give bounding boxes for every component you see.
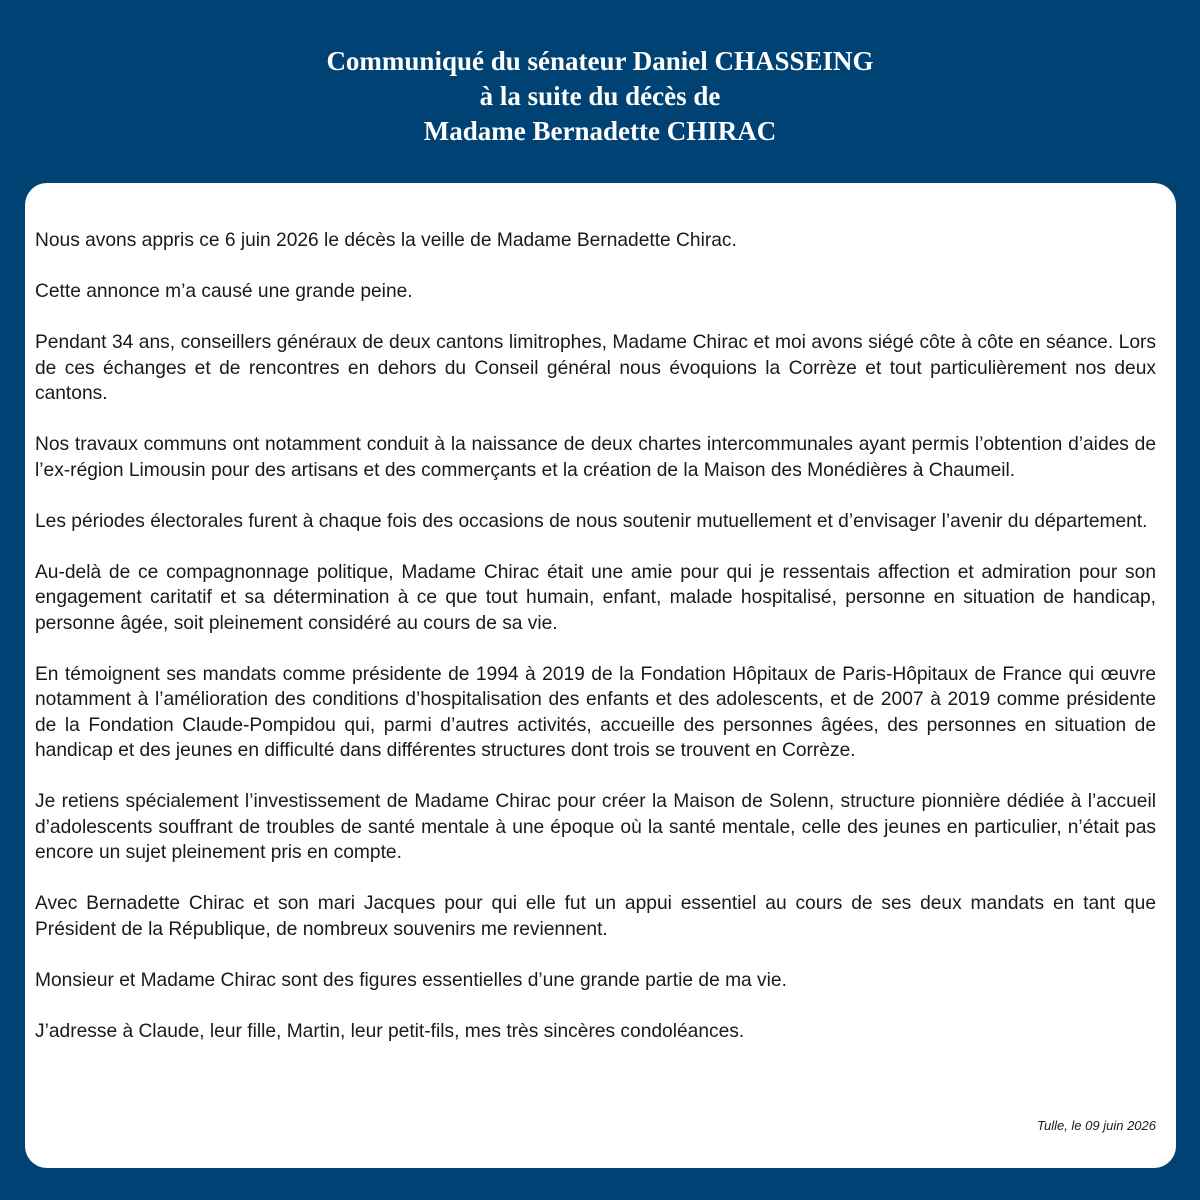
paragraph-2: Cette annonce m’a causé une grande peine. (35, 281, 413, 302)
paragraph-3: Pendant 34 ans, conseillers généraux de deux cantons limitrophes, Madame Chirac et moi avons siégé côte à côte en séance. Lors de ces échanges et de rencontres en dehors du Conseil général nous évoquions la Corrèze et tout particulièrement nos deux cantons. (35, 332, 1156, 404)
title-line-1: Communiqué du sénateur Daniel CHASSEING (326, 46, 874, 76)
paragraph-7: En témoignent ses mandats comme présidente de 1994 à 2019 de la Fondation Hôpitaux de Paris-Hôpitaux de France qui œuvre notamment à l’amélioration des conditions d’hospitalisation des enfants et des adolescents, et de 2007 à 2019 comme présidente de la Fondation Claude-Pompidou qui, parmi d’autres activités, accueille des personnes âgées, des personnes en situation de handicap et des jeunes en difficulté dans différentes structures dont trois se trouvent en Corrèze. (35, 663, 1156, 761)
title-line-3: Madame Bernadette CHIRAC (423, 116, 777, 146)
paragraph-5: Les périodes électorales furent à chaque fois des occasions de nous soutenir mutuellement et d’envisager l’avenir du département. (35, 510, 1148, 532)
paragraph-1: Nous avons appris ce 6 juin 2026 le décès la veille de Madame Bernadette Chirac. (35, 230, 737, 251)
paragraph-11: J’adresse à Claude, leur fille, Martin, leur petit-fils, mes très sincères condoléances. (35, 1020, 745, 1042)
paragraph-8: Je retiens spécialement l’investissement de Madame Chirac pour créer la Maison de Solenn, structure pionnière dédiée à l’accueil d’adolescents souffrant de troubles de santé mentale à une époque où la santé mentale, celle des jeunes en particulier, n’était pas encore un sujet pleinement pris en compte. (35, 791, 1156, 863)
statement-card (25, 183, 1176, 1168)
title-line-2: à la suite du décès de (479, 81, 721, 111)
paragraph-4: Nos travaux communs ont notamment conduit à la naissance de deux chartes intercommunales ayant permis l’obtention d’aides de l’ex-région Limousin pour des artisans et des commerçants et la création de la Maison des Monédières à Chaumeil. (35, 434, 1156, 481)
place-date-signoff: Tulle, le 09 juin 2026 (1036, 1118, 1156, 1133)
statement-body (35, 228, 1156, 1070)
paragraph-10: Monsieur et Madame Chirac sont des figures essentielles d’une grande partie de ma vie. (35, 969, 787, 991)
paragraph-9: Avec Bernadette Chirac et son mari Jacques pour qui elle fut un appui essentiel au cours de ses deux mandats en tant que Président de la République, de nombreux souvenirs me reviennent. (35, 893, 1156, 940)
paragraph-6: Au-delà de ce compagnonnage politique, Madame Chirac était une amie pour qui je ressentais affection et admiration pour son engagement caritatif et sa détermination à ce que tout humain, enfant, malade hospitalisé, personne en situation de handicap, personne âgée, soit pleinement considéré au cours de sa vie. (35, 561, 1156, 634)
communique-title (0, 44, 1200, 149)
